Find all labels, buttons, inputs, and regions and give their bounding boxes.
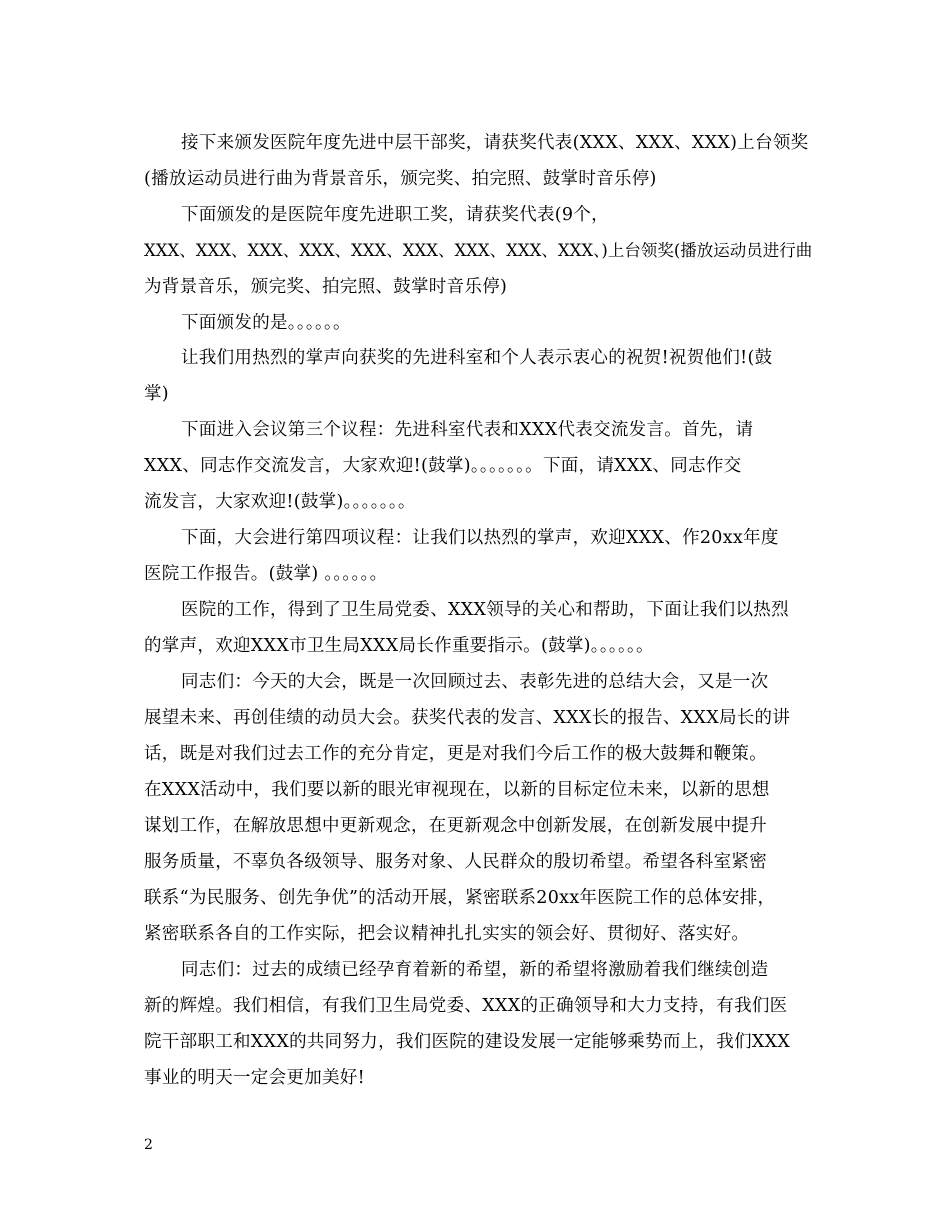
body-text-line: 的掌声，欢迎XXX市卫生局XXX局长作重要指示。(鼓掌)。。。。。。 bbox=[144, 636, 654, 656]
body-text-line: 同志们：过去的成绩已经孕育着新的希望，新的希望将激励着我们继续创造 bbox=[181, 960, 769, 980]
body-text-line: (播放运动员进行曲为背景音乐，颁完奖、拍完照、鼓掌时音乐停) bbox=[144, 169, 657, 189]
body-text-line: 下面，大会进行第四项议程：让我们以热烈的掌声，欢迎XXX、作20xx年度 bbox=[181, 528, 779, 548]
body-text-line: 展望未来、再创佳绩的动员大会。获奖代表的发言、XXX长的报告、XXX局长的讲 bbox=[144, 708, 791, 728]
body-text-line: 医院工作报告。(鼓掌) 。。。。。。 bbox=[144, 564, 388, 584]
body-text-line: 新的辉煌。我们相信，有我们卫生局党委、XXX的正确领导和大力支持，有我们医 bbox=[144, 996, 788, 1016]
body-text-line: 医院的工作，得到了卫生局党委、XXX领导的关心和帮助，下面让我们以热烈 bbox=[181, 600, 789, 620]
body-text-line: 事业的明天一定会更加美好! bbox=[144, 1068, 365, 1088]
body-text-line: 下面进入会议第三个议程：先进科室代表和XXX代表交流发言。首先，请 bbox=[181, 420, 754, 440]
body-text-line: 下面颁发的是医院年度先进职工奖，请获奖代表(9个， bbox=[181, 205, 609, 225]
body-text-line: 流发言，大家欢迎!(鼓掌)。。。。。。。 bbox=[144, 492, 416, 512]
page-number: 2 bbox=[144, 1137, 153, 1153]
body-text-line: 为背景音乐，颁完奖、拍完照、鼓掌时音乐停) bbox=[144, 277, 508, 297]
body-text-line: 下面颁发的是。。。。。。 bbox=[181, 313, 351, 333]
body-text-line: 掌) bbox=[144, 384, 169, 404]
body-text-line: 联系“为民服务、创先争优”的活动开展，紧密联系20xx年医院工作的总体安排， bbox=[144, 888, 776, 908]
body-text-line: 服务质量，不辜负各级领导、服务对象、人民群众的殷切希望。希望各科室紧密 bbox=[144, 852, 767, 872]
body-text-line: XXX、XXX、XXX、XXX、XXX、XXX、XXX、XXX、XXX、)上台领奖(播放运动员进行曲 bbox=[144, 241, 813, 260]
body-text-line: 接下来颁发医院年度先进中层干部奖，请获奖代表(XXX、XXX、XXX)上台领奖 bbox=[181, 133, 809, 153]
body-text-line: 院干部职工和XXX的共同努力，我们医院的建设发展一定能够乘势而上，我们XXX bbox=[144, 1032, 791, 1052]
body-text-line: 谋划工作，在解放思想中更新观念，在更新观念中创新发展，在创新发展中提升 bbox=[144, 816, 767, 836]
body-text-line: 同志们：今天的大会，既是一次回顾过去、表彰先进的总结大会，又是一次 bbox=[181, 672, 769, 692]
body-text-line: XXX、同志作交流发言，大家欢迎!(鼓掌)。。。。。。。下面，请XXX、同志作交 bbox=[144, 456, 742, 476]
body-text-line: 在XXX活动中，我们要以新的眼光审视现在，以新的目标定位未来，以新的思想 bbox=[144, 780, 770, 800]
body-text-line: 紧密联系各自的工作实际，把会议精神扎扎实实的领会好、贯彻好、落实好。 bbox=[144, 924, 750, 944]
body-text-line: 话，既是对我们过去工作的充分肯定，更是对我们今后工作的极大鼓舞和鞭策。 bbox=[144, 744, 767, 764]
body-text-line: 让我们用热烈的掌声向获奖的先进科室和个人表示衷心的祝贺!祝贺他们!(鼓 bbox=[181, 348, 773, 368]
